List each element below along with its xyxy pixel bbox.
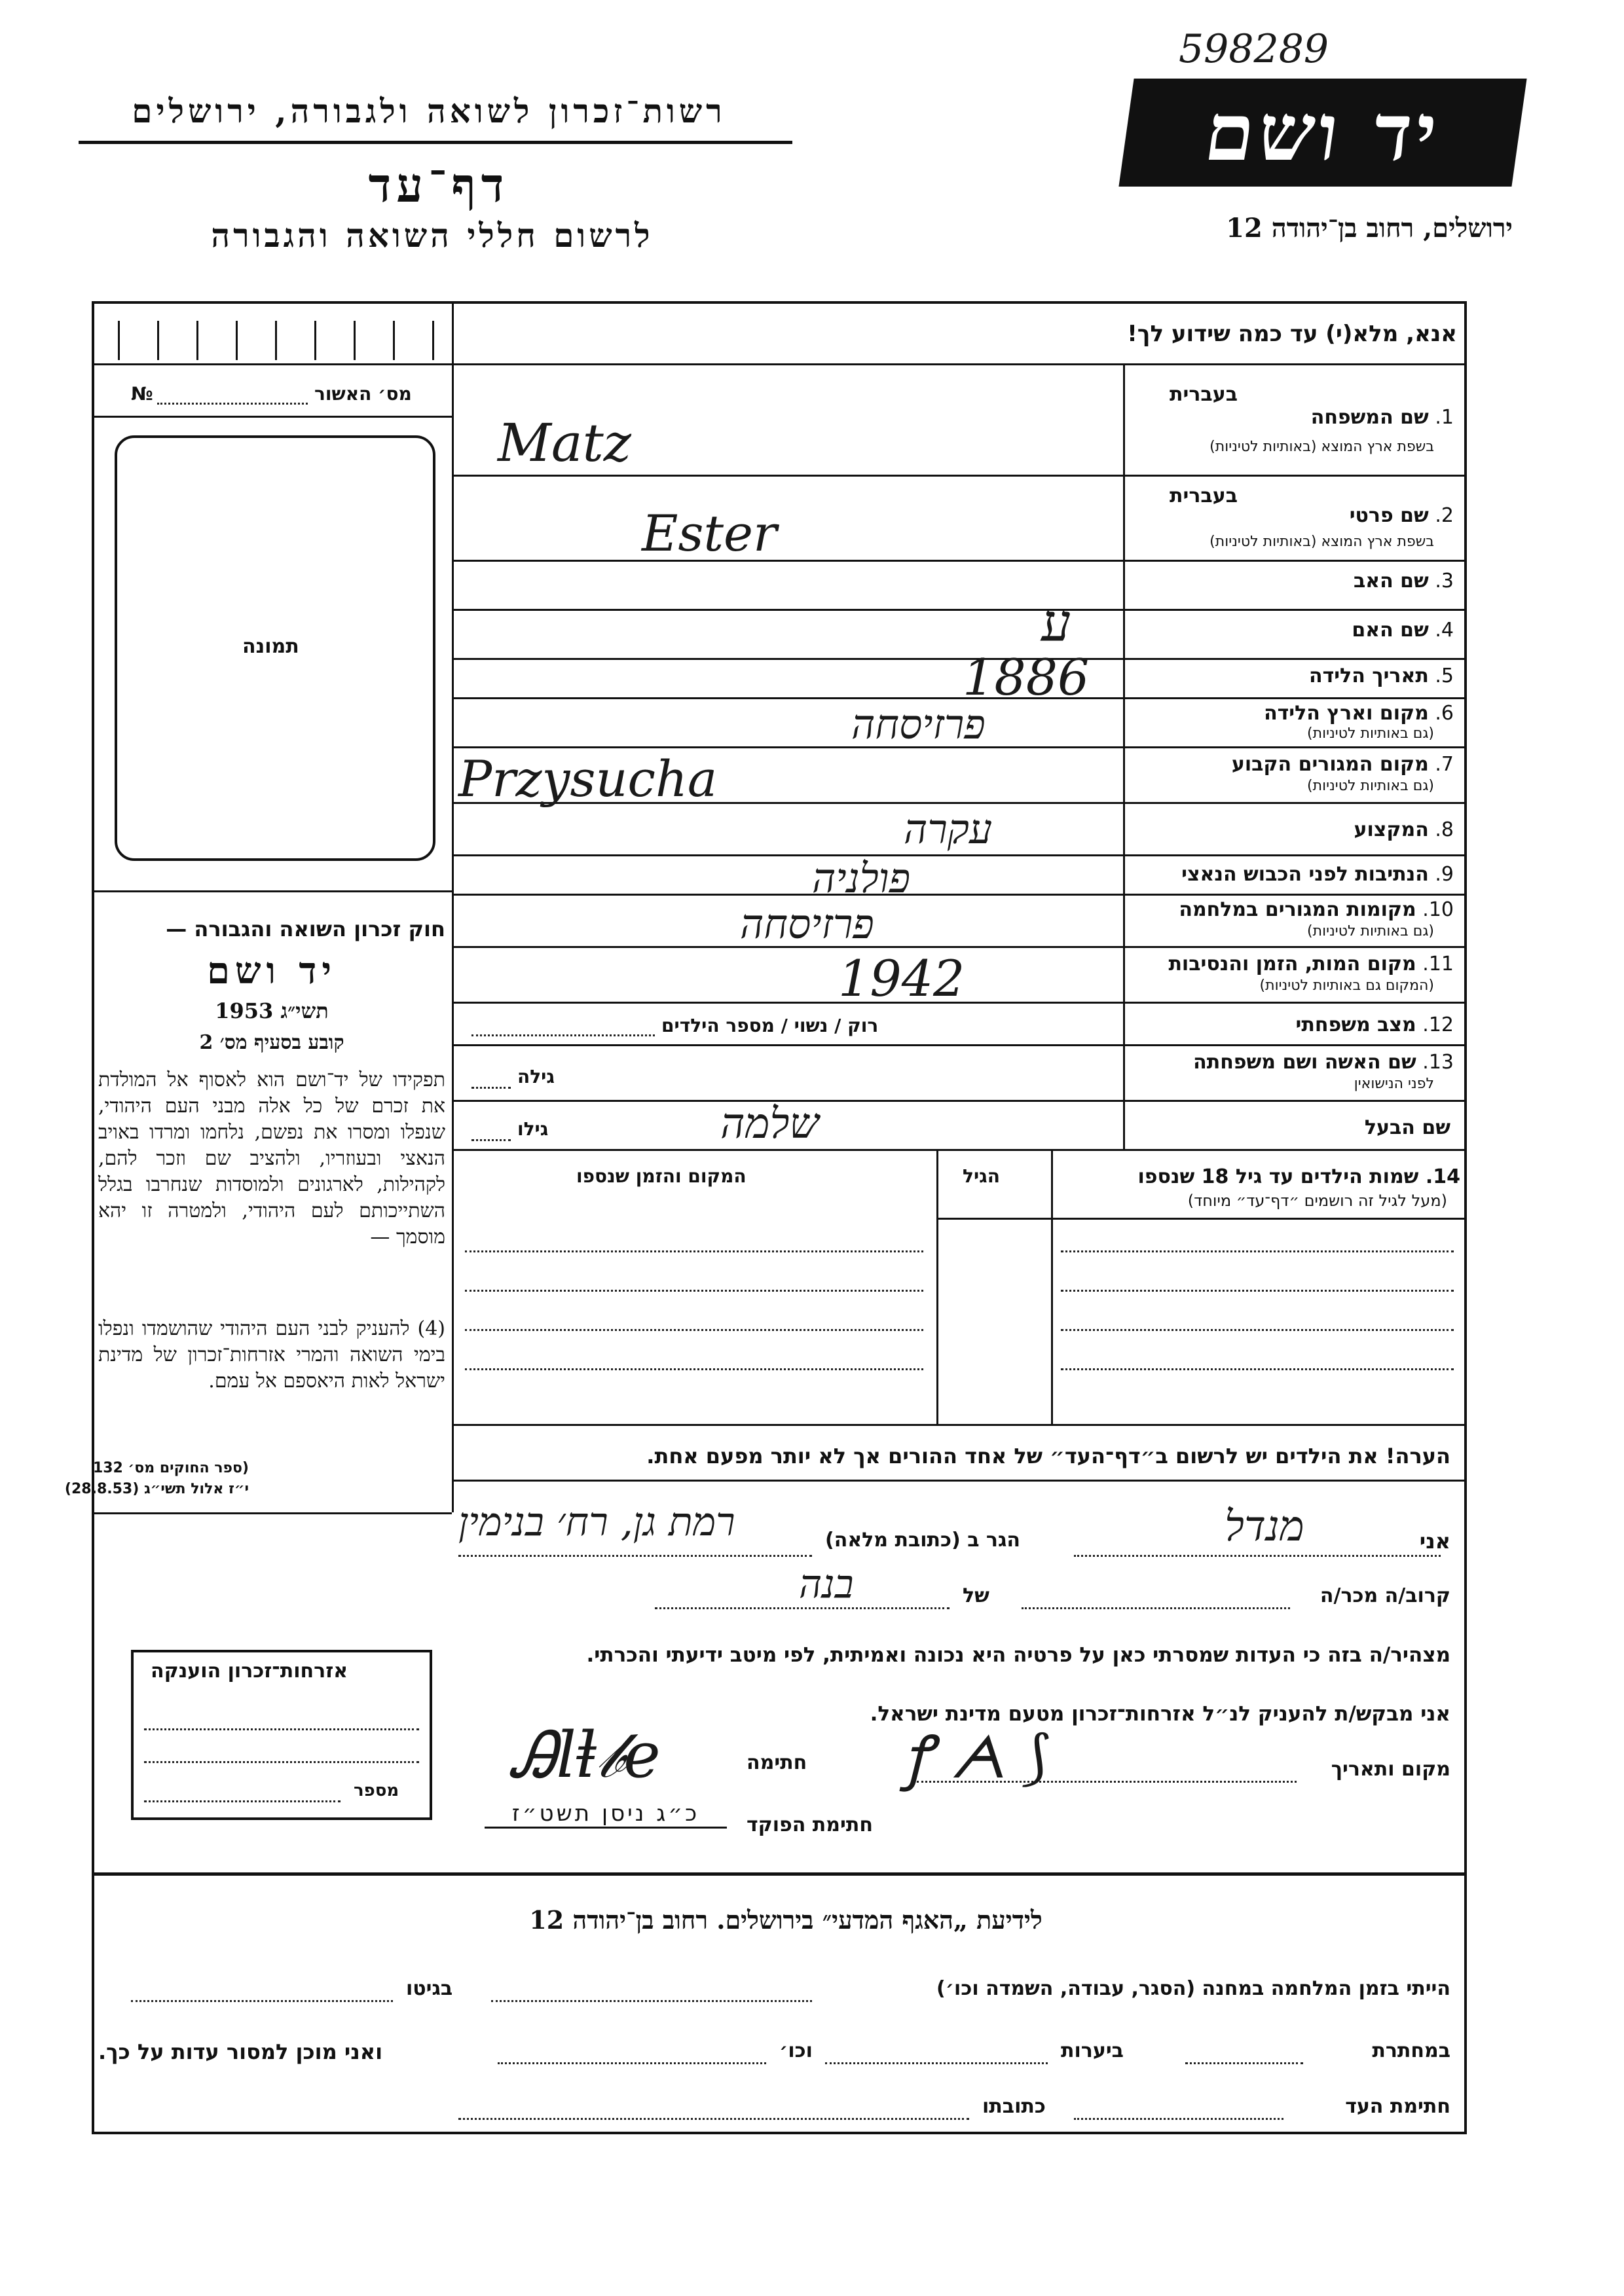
law-title-1: חוק זכרון השואה והגבורה — (166, 917, 445, 941)
footer-forests: ביערות (1061, 2039, 1124, 2062)
field-sub-2: בשפת ארץ המוצא (באותיות לטיניות) (1209, 534, 1434, 550)
law-citation-2: י״ז אלול תשי״ג (28.8.53) (64, 1481, 249, 1497)
husband-value: שלמה (720, 1100, 819, 1148)
field-text-11: מקום המות, הזמן והנסיבות (1168, 953, 1416, 975)
field-label-death (1168, 953, 1454, 975)
address-value: רמת גן, רח׳ בנימין (458, 1499, 735, 1545)
law-body-2: (4) להעניק לבני העם היהודי שהושמדו ונפלו בימי השואה והמרי אזרחות־זכרון של מדינת ישראל לאות היאספם אל עמם. (98, 1317, 445, 1393)
note-text: הערה! את הילדים יש לרשום ב״דף־העד״ של אחד ההורים אך לא יותר מפעם אחת. (646, 1444, 1450, 1468)
authority-name: רשות־זכרון לשואה ולגבורה, ירושלים (132, 92, 726, 130)
field-text-13: שם האשה ושם משפחתה (1193, 1051, 1416, 1074)
field-sub-1: בשפת ארץ המוצא (באותיות לטיניות) (1209, 439, 1434, 455)
field-text-12: מצב משפחתי (1295, 1013, 1416, 1036)
field-sub-6: (גם באותיות לטיניות) (1307, 725, 1434, 742)
field-label-firstname (1350, 504, 1454, 527)
footer-rule (92, 1872, 1467, 1876)
approval-no-sign: № (131, 383, 153, 405)
field-label-wartime-residence (1179, 898, 1454, 921)
place-date-label: מקום ותאריך (1331, 1758, 1450, 1781)
hebrew-label-1: בעברית (1170, 383, 1238, 406)
field-label-wife (1193, 1051, 1454, 1074)
law-title-2: יד ושם (206, 949, 337, 993)
field-number-5: 5. (1435, 665, 1454, 687)
field-label-citizenship (1181, 863, 1454, 886)
footer-willing: ואני מוכן למסור עדות על כך. (98, 2039, 383, 2064)
signature-label: חתימה (747, 1751, 807, 1774)
field-number-10: 10. (1422, 898, 1454, 921)
instruction: אנא, מלא(י) עד כמה שידוע לך! (1127, 321, 1457, 347)
field-number-3: 3. (1435, 570, 1454, 592)
serial-number: 598289 (1179, 26, 1329, 72)
residence-value: Przysucha (458, 750, 718, 808)
of-label: של (963, 1584, 989, 1607)
statement: מצהיר/ה בזה כי העדות שמסרתי כאן על פרטיה היא נכונה ואמיתית, לפי מיטב ידיעתי והכרתי. (586, 1643, 1450, 1667)
field-number-4: 4. (1435, 619, 1454, 642)
death-value: 1942 (838, 949, 965, 1008)
birthplace-value: פרזיסחה (851, 701, 986, 748)
field-number-2: 2. (1435, 504, 1454, 527)
field-label-residence (1232, 753, 1454, 776)
field-number-11: 11. (1422, 953, 1454, 975)
field-label-mother (1352, 619, 1454, 642)
photo-label: תמונה (242, 635, 299, 658)
field-number-9: 9. (1435, 863, 1454, 886)
footer-address: כתובתו (982, 2095, 1046, 2118)
address: ירושלים, רחוב בן־יהודה 12 (1226, 213, 1513, 244)
birthdate-value: 1886 (963, 648, 1090, 706)
field-text-2: שם פרטי (1349, 504, 1429, 527)
ticks-row (98, 321, 445, 360)
surname-value: Matz (498, 412, 631, 473)
field-sub-10: (גם באותיות לטיניות) (1307, 923, 1434, 939)
field-sub-13: לפני הנישואין (1354, 1076, 1434, 1092)
field-text-6: מקום וארץ הלידה (1264, 702, 1429, 725)
certificate-title: אזרחות־זכרון הוענקה (151, 1660, 348, 1683)
field-number-12: 12. (1422, 1013, 1454, 1036)
field-sub-11: (המקום גם באותיות לטיניות) (1259, 977, 1434, 994)
witness-signature: Ꭿlⱡ𝒷𝑒 (511, 1719, 661, 1792)
footer-underground: במחתרת (1372, 2039, 1450, 2062)
field-label-birthplace (1264, 702, 1454, 725)
field-text-1: שם המשפחה (1310, 406, 1429, 429)
approval-label: מס׳ האשור (314, 383, 412, 405)
wartime-residence-value: פרזיסחה (740, 900, 874, 948)
relation-value: בנה (799, 1561, 854, 1607)
marital-options: רוק / נשוי / מספר הילדים (661, 1015, 879, 1036)
field-label-father (1354, 570, 1454, 592)
field-text-7: מקום המגורים הקבוע (1231, 753, 1429, 776)
clerk-stamp: כ״ג ניסן תשט״ז (485, 1800, 727, 1829)
children-age-col: הגיל (963, 1165, 1000, 1187)
certificate-number: מספר (354, 1781, 399, 1800)
field-text-9: הנתיבות לפני הכבוש הנאצי (1181, 863, 1429, 886)
field-text-10: מקומות המגורים במלחמה (1179, 898, 1416, 921)
footer-witness-sig: חתימת העד (1345, 2095, 1450, 2118)
request: אני מבקש/ת להעניק לנ״ל אזרחות־זכרון מטעם מדינת ישראל. (870, 1702, 1450, 1726)
husband-label: שם הבעל (1364, 1116, 1450, 1139)
header-rule (79, 141, 792, 144)
ani-value: מנדל (1225, 1503, 1304, 1551)
field-text-3: שם האב (1353, 570, 1429, 592)
citizenship-value: פולניה (812, 854, 911, 902)
clerk-label: חתימת הפוקד (747, 1813, 873, 1836)
hebrew-label-2: בעברית (1170, 484, 1238, 507)
law-body: תפקידו של יד־ושם הוא לאסוף אל המולדת את זכרם של כל אלה מבני העם היהודי, שנפלו ומסרו את נפשם, נלחמו ומרדו באויב הנאצי ובעוזריו, ולהציב שם וזכר להם, לקהילות, לארגונים ולמוסדות שנחרבו בגלל השתייכותם לעם היהודי, ולמטרה זו יהא מוסמך — (98, 1068, 445, 1248)
field-sub-7: (גם באותיות לטיניות) (1307, 778, 1434, 794)
address-label: הגר ב (כתובת מלאה) (825, 1529, 1021, 1552)
left-column-rule (452, 301, 454, 1512)
children-label: 14. שמות הילדים עד גיל 18 שנספו (1137, 1165, 1460, 1188)
relative-label: קרוב/ה מכר/ה (1320, 1584, 1450, 1607)
field-number-13: 13. (1422, 1051, 1454, 1074)
form-subtitle: לרשום חללי השואה והגבורה (211, 216, 654, 255)
field-label-birthdate (1309, 665, 1454, 687)
law-citation-1: (ספר החוקים מס׳ 132 (92, 1460, 249, 1476)
field-text-4: שם האם (1352, 619, 1429, 642)
field-label-surname (1311, 406, 1454, 429)
field-label-marital (1296, 1013, 1454, 1036)
firstname-value: Ester (642, 504, 777, 562)
footer-ghetto: בגיטו (406, 1977, 453, 2000)
place-date-signature: ꝭ ᗅ ⟆ (904, 1723, 1048, 1792)
age-m-label: גילו (517, 1118, 549, 1140)
field-number-6: 6. (1435, 702, 1454, 725)
field-label-profession (1354, 818, 1454, 841)
field-text-5: תאריך הלידה (1308, 665, 1429, 687)
children-sub: (מעל לגיל זה רושמים ״דף־עד״ מיוחד) (1187, 1192, 1447, 1210)
logo-text: יד ושם (1199, 86, 1447, 179)
ani-label: אני (1419, 1529, 1450, 1554)
law-year: תשי״ג 1953 (215, 998, 329, 1023)
mother-value: ע (1041, 592, 1071, 653)
field-number-1: 1. (1435, 406, 1454, 429)
profession-value: עקרה (904, 805, 993, 853)
age-f-label: גילה (517, 1066, 555, 1087)
law-clause: קובע בסעיף מס׳ 2 (199, 1031, 344, 1054)
children-place-col: המקום והזמן שנספו (576, 1165, 747, 1187)
footer-title: לידיעת „האגף המדעי״ בירושלים. רחוב בן־יהודה 12 (529, 1905, 1043, 1935)
field-number-7: 7. (1435, 753, 1454, 776)
footer-etc: וכו׳ (779, 2039, 813, 2062)
field-number-8: 8. (1435, 818, 1454, 841)
field-text-8: המקצוע (1354, 818, 1429, 841)
footer-line1: הייתי בזמן המלחמה במחנה (הסגר, עבודה, השמדה וכו׳) (936, 1977, 1450, 2000)
form-title: דף־עד (368, 157, 509, 213)
logo (1118, 79, 1526, 187)
